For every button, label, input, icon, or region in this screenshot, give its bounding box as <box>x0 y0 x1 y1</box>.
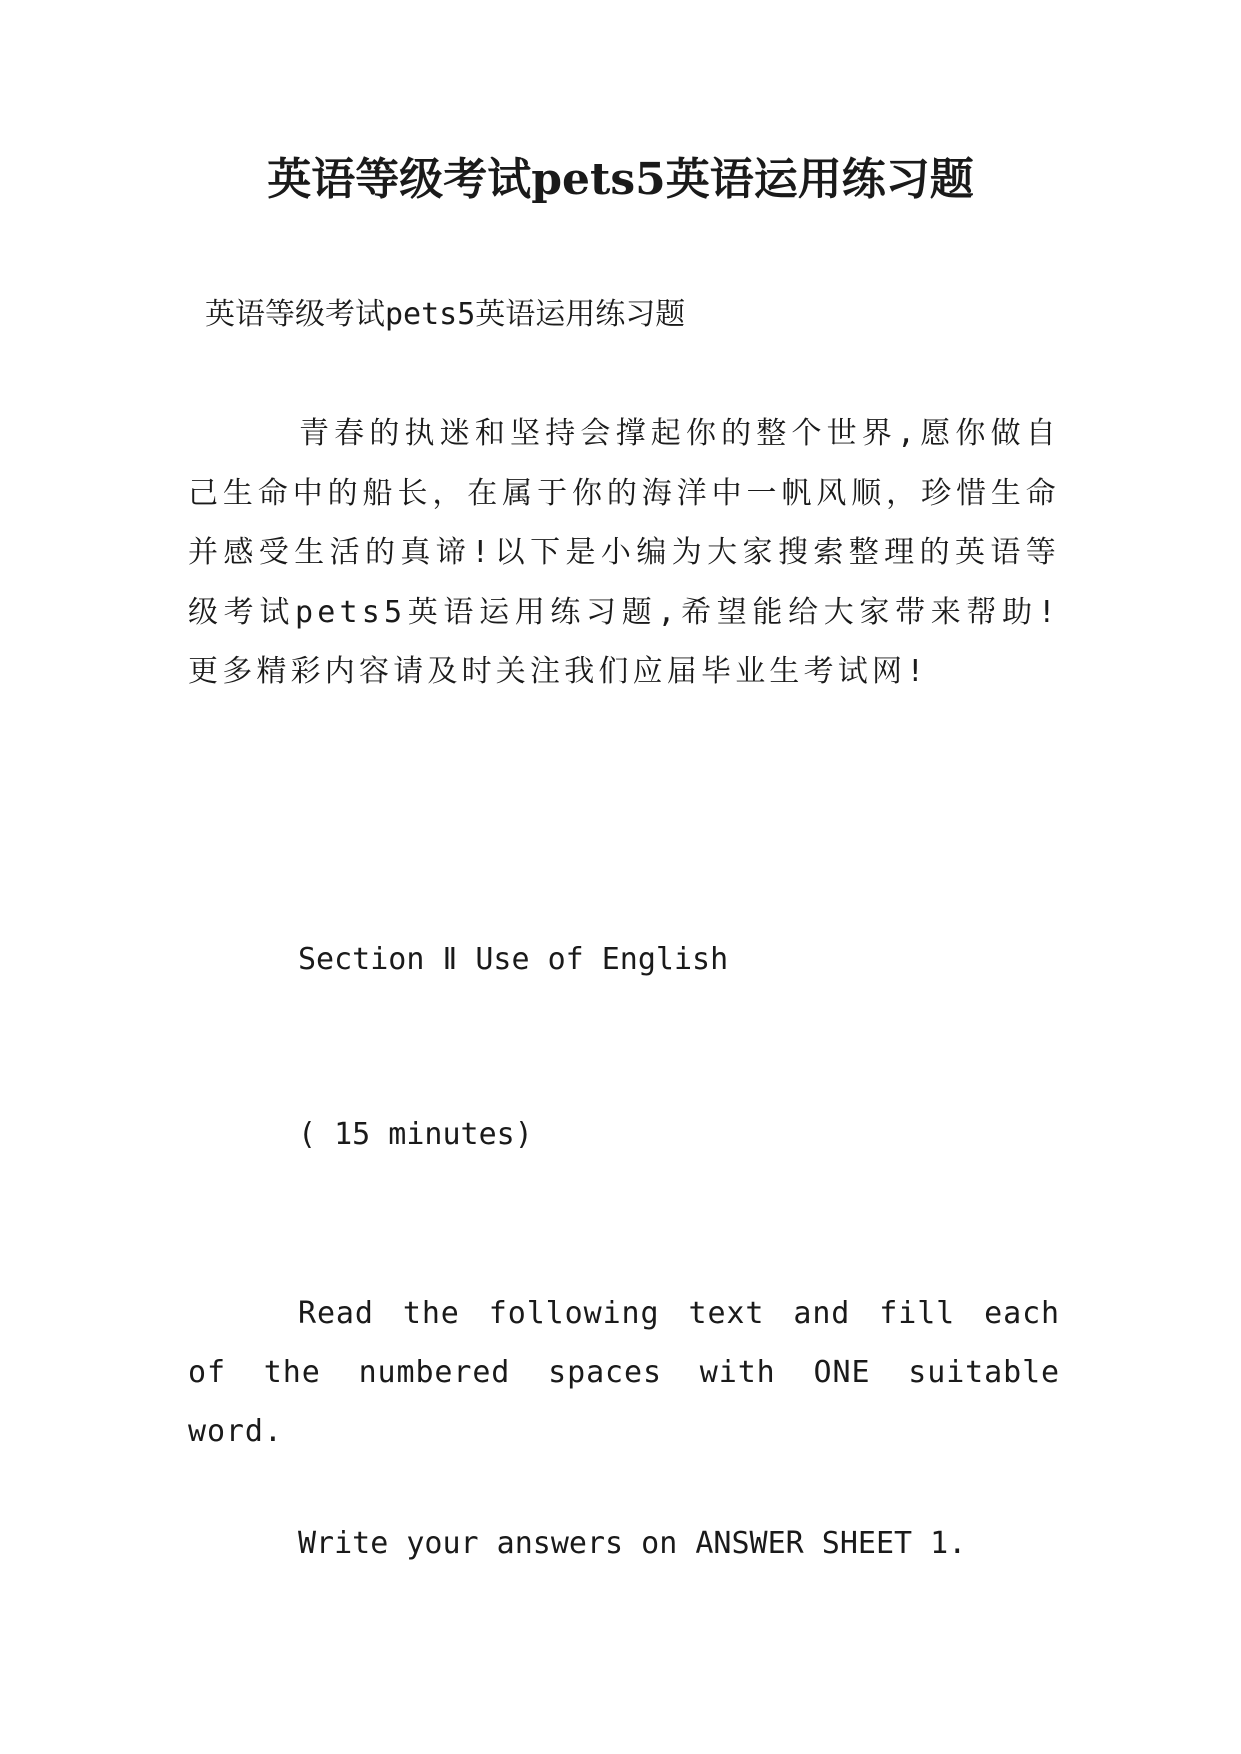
answer-sheet-note: Write your answers on ANSWER SHEET 1. <box>298 1526 967 1561</box>
intro-paragraph <box>188 404 1060 702</box>
time-limit: ( 15 minutes) <box>298 1117 533 1152</box>
instruction-text: Read the following text and fill each of the numbered spaces with ONE suitable word. <box>188 1296 1060 1449</box>
intro-paragraph-text: 青春的执迷和坚持会撑起你的整个世界,愿你做自己生命中的船长，在属于你的海洋中一帆风顺，珍惜生命并感受生活的真谛!以下是小编为大家搜索整理的英语等级考试pets5英语运用练习题,希望能给大家带来帮助!更多精彩内容请及时关注我们应届毕业生考试网! <box>188 416 1060 689</box>
section-heading: Section Ⅱ Use of English <box>298 942 729 977</box>
instruction-paragraph <box>188 1284 1060 1461</box>
document-title: 英语等级考试pets5英语运用练习题 <box>267 154 974 205</box>
document-subtitle: 英语等级考试pets5英语运用练习题 <box>205 297 686 332</box>
